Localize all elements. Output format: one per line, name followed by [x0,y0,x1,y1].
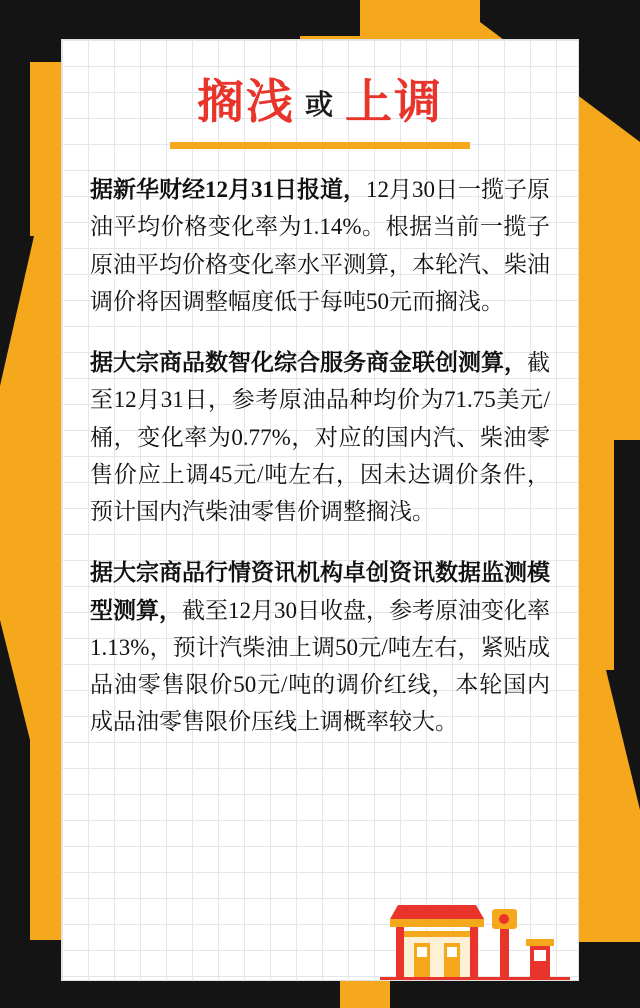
decoration-top-left-bar [0,0,360,36]
decoration-top-right-bar [480,0,640,22]
title-middle: 或 [304,88,335,121]
gas-station-illustration [380,875,570,980]
paragraph-3-rest: 截至12月30日收盘，参考原油变化率1.13%，预计汽柴油上调50元/吨左右，紧贴成品油零售限价50元/吨的调价红线，本轮国内成品油零售限价压线上调概率较大。 [90,597,550,735]
decoration-right-band [614,440,640,670]
decoration-left-band-2 [0,740,30,940]
paragraph-3-lead: 据大宗商品行情资讯机构卓创资讯数据监测模型测算， [90,560,550,623]
decoration-left-triangle [0,236,34,386]
decoration-left-band [0,62,30,242]
page-title [90,76,550,149]
decoration-right-triangle-2 [606,670,640,810]
paragraph-3 [90,554,550,740]
title-right: 上调 [345,75,443,130]
paragraph-2-lead: 据大宗商品数智化综合服务商金联创测算， [90,350,527,376]
paragraph-2 [90,344,550,530]
content-card [62,40,578,980]
paragraph-1 [90,171,550,320]
title-left: 搁浅 [196,75,295,130]
title-underline [170,142,470,149]
paragraph-1-lead: 据新华财经12月31日报道， [90,177,366,203]
article-body [90,171,550,741]
decoration-left-triangle-2 [0,620,30,740]
paragraph-1-rest: 12月30日一揽子原油平均价格变化率为1.14%。根据当前一揽子原油平均价格变化率水平测算，本轮汽、柴油调价将因调整幅度低于每吨50元而搁浅。 [90,177,550,314]
paragraph-2-rest: 截至12月31日，参考原油品种均价为71.75美元/桶，变化率为0.77%，对应的国内汽、柴油零售价应上调45元/吨左右，因未达调价条件，预计国内汽柴油零售价调整搁浅。 [90,350,550,525]
